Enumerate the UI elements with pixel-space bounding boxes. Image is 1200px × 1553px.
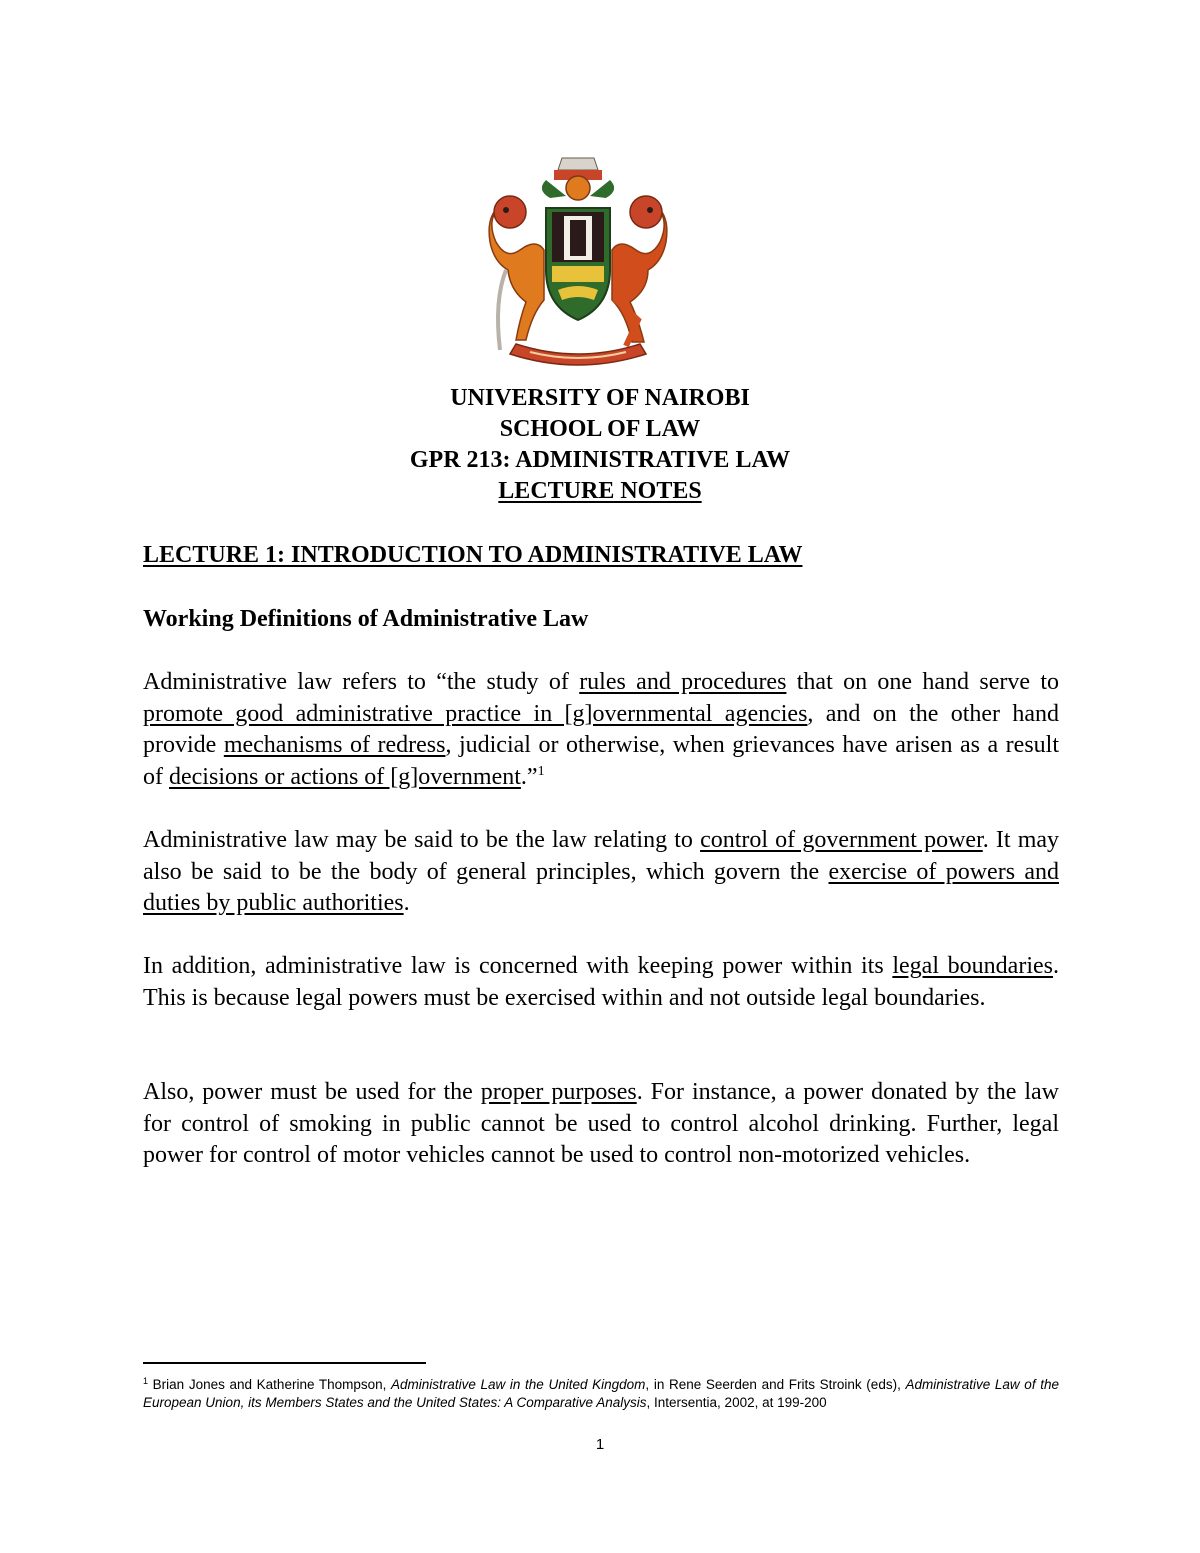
text: . xyxy=(403,890,410,916)
footnote-ref[interactable]: 1 xyxy=(537,763,545,779)
text: , in Rene Seerden and Frits Stroink (eds), xyxy=(645,1377,906,1392)
underlined-phrase: decisions or actions of [g]overnment xyxy=(169,763,521,790)
underlined-phrase: proper purposes xyxy=(480,1079,637,1105)
text: Brian Jones and Katherine Thompson, xyxy=(148,1377,392,1392)
underlined-phrase: legal boundaries xyxy=(892,953,1053,979)
footnote-number: 1 xyxy=(143,1376,149,1386)
doc-type: LECTURE NOTES xyxy=(498,478,702,504)
page-number: 1 xyxy=(595,1436,605,1453)
text: .” xyxy=(520,763,538,790)
italic-title: Administrative Law in the United Kingdom xyxy=(391,1377,646,1392)
text: . This is because legal powers must be exercised within and not outside legal boundaries. xyxy=(143,953,1059,1011)
text: that on one hand serve to xyxy=(786,669,1059,695)
underlined-phrase: exercise of powers and duties by public authorities xyxy=(143,858,1059,916)
text: Also, power must be used for the xyxy=(143,1079,481,1105)
university-crest-icon xyxy=(466,150,690,376)
text: , judicial or otherwise, when grievances have arisen as a result of xyxy=(143,732,1059,790)
doc-type-wrap xyxy=(0,476,1200,507)
paragraph-1 xyxy=(143,667,1059,793)
text: Administrative law may be said to be the law relating to xyxy=(143,827,701,853)
text: Administrative law refers to “the study of xyxy=(143,669,580,695)
lecture-title: LECTURE 1: INTRODUCTION TO ADMINISTRATIVE LAW xyxy=(143,542,803,568)
institution-name: UNIVERSITY OF NAIROBI xyxy=(450,385,750,411)
underlined-phrase: rules and procedures xyxy=(579,669,787,695)
text: . For instance, a power donated by the law for control of smoking in public cannot be used to control alcohol drinking. Further, legal power for control of motor vehicles cannot be used to control non-motorized vehicles. xyxy=(143,1079,1059,1168)
underlined-phrase: control of government power xyxy=(700,827,983,853)
school-name: SCHOOL OF LAW xyxy=(499,416,701,442)
text: . It may also be said to be the body of general principles, which govern the xyxy=(143,827,1060,885)
paragraph-4 xyxy=(143,1077,1059,1172)
footnote-separator xyxy=(143,1362,426,1364)
underlined-phrase: promote good administrative practice in [g]overnmental agencies xyxy=(143,700,808,727)
course-title: GPR 213: ADMINISTRATIVE LAW xyxy=(409,447,791,473)
italic-title: Administrative Law of the European Union, its Members States and the United States: A Comparative Analysis xyxy=(143,1377,1059,1410)
footnote-1 xyxy=(143,1376,1059,1412)
section-heading: Working Definitions of Administrative Law xyxy=(143,606,589,632)
text: In addition, administrative law is concerned with keeping power within its xyxy=(143,953,893,979)
underlined-phrase: mechanisms of redress xyxy=(223,732,446,758)
paragraph-2 xyxy=(143,825,1059,920)
lecture-title-wrap xyxy=(143,540,802,571)
text: , Intersentia, 2002, at 199-200 xyxy=(646,1395,827,1410)
text: , and on the other hand provide xyxy=(143,700,1060,758)
paragraph-3 xyxy=(143,951,1059,1014)
